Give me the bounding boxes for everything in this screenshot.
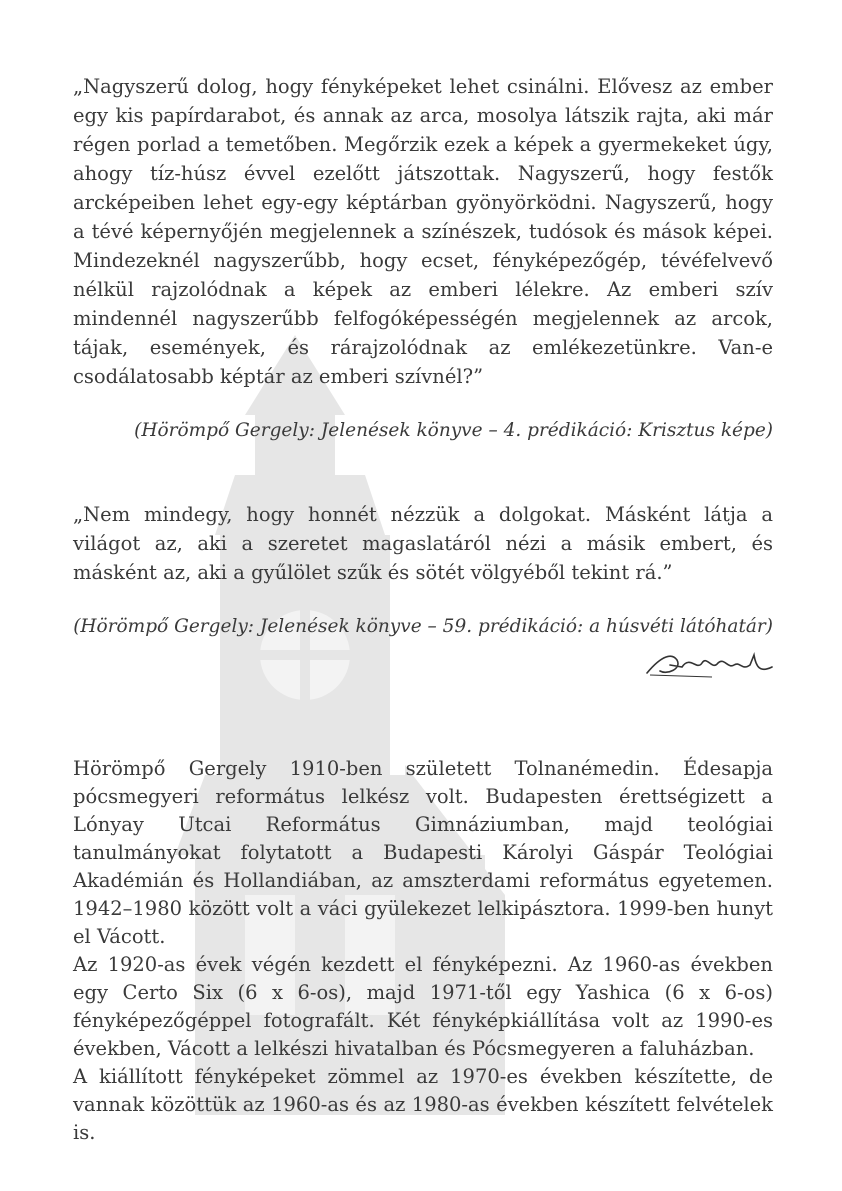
bio-paragraph: A kiállított fényképeket zömmel az 1970-es években készítette, de vannak közöttük az 1960-as és az 1980-as években készített felvételek is. [73,1065,773,1144]
bio-paragraph: Hörömpő Gergely 1910-ben született Tolnanémedin. Édesapja pócsmegyeri református lelkész volt. Budapesten érettségizett a Lónyay Utcai Református Gimnáziumban, majd teológiai tanulmányokat folytatott a Budapesti Károlyi Gáspár Teológiai Akadémián és Hollandiában, az amszterdami református egyetemen. 1942–1980 között volt a váci gyülekezet lelkipásztora. 1999-ben hunyt el Vácott. [73,757,773,948]
handwritten-signature [642,645,777,685]
quote-1-citation: (Hörömpő Gergely: Jelenések könyve – 4. prédikáció: Krisztus képe) [134,420,773,441]
quote-2-citation: (Hörömpő Gergely: Jelenések könyve – 59. prédikáció: a húsvéti látóhatár) [73,616,773,637]
biography-section [73,755,773,1147]
bio-paragraph: Az 1920-as évek végén kezdett el fényképezni. Az 1960-as években egy Certo Six (6 x 6-os), majd 1971-től egy Yashica (6 x 6-os) fényképezőgéppel fotografált. Két fényképkiállítása volt az 1990-es években, Vácott a lelkészi hivatalban és Pócsmegyeren a faluházban. [73,953,773,1060]
quote-2-text: „Nem mindegy, hogy honnét nézzük a dolgokat. Másként látja a világot az, aki a szeretet magaslatáról nézi a másik embert, és másként az, aki a gyűlölet szűk és sötét völgyéből tekint rá.” [73,503,773,584]
quote-1-text: „Nagyszerű dolog, hogy fényképeket lehet csinálni. Elővesz az ember egy kis papírdarabot, és annak az arca, mosolya látszik rajta, aki már régen porlad a temetőben. Megőrzik ezek a képek a gyermekeket úgy, ahogy tíz-húsz évvel ezelőtt játszottak. Nagyszerű, hogy festők arcképeiben lehet egy-egy képtárban gyönyörködni. Nagyszerű, hogy a tévé képernyőjén megjelennek a színészek, tudósok és mások képei. Mindezeknél nagyszerűbb, hogy ecset, fényképezőgép, tévéfelvevő nélkül rajzolódnak a képek az emberi lélekre. Az emberi szív mindennél nagyszerűbb felfogóképességén megjelennek az arcok, tájak, események, és rárajzolódnak az emlékezetünkre. Van-e csodálatosabb képtár az emberi szívnél?” [73,75,773,388]
quotes-section [73,72,773,641]
